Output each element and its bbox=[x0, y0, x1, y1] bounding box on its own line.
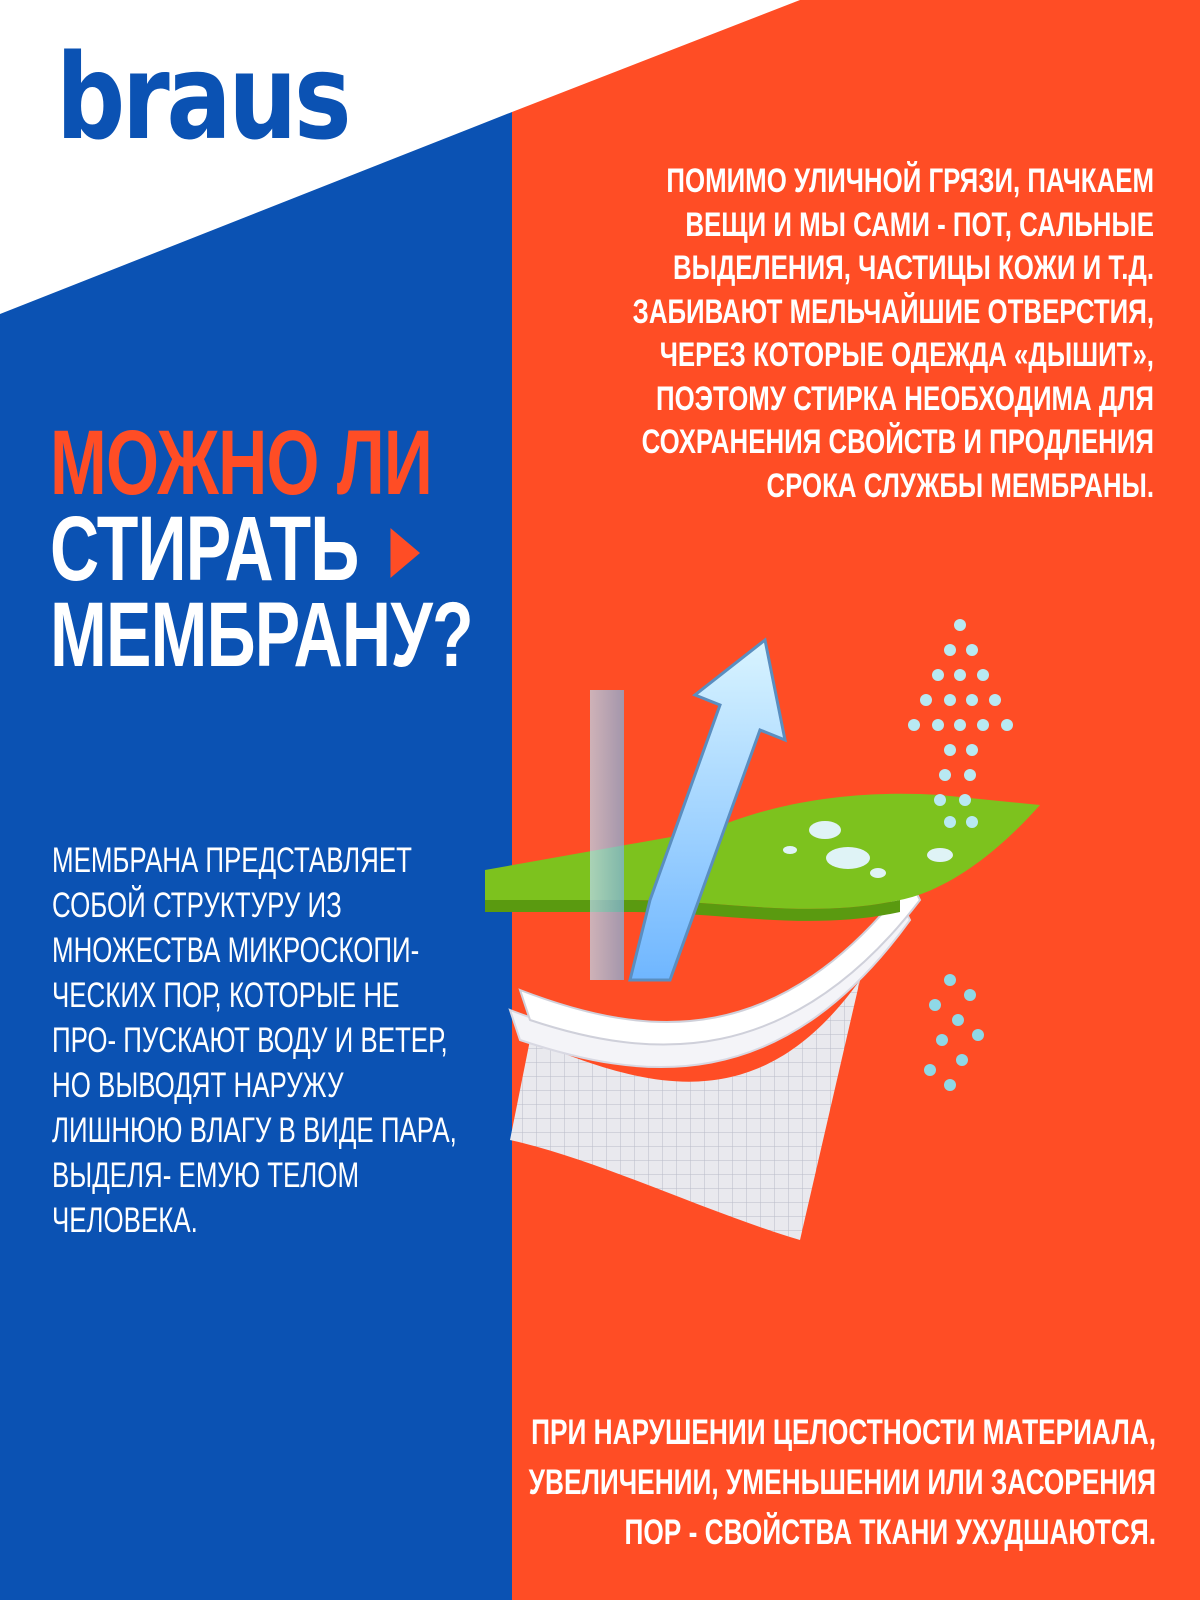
green-membrane-layer bbox=[485, 794, 1040, 909]
play-triangle-icon bbox=[390, 522, 424, 584]
fiber-layer bbox=[510, 900, 910, 1067]
headline-line-1: МОЖНО ЛИ bbox=[50, 412, 433, 514]
membrane-layers-illustration bbox=[480, 600, 1040, 1260]
headline-line-2-row bbox=[50, 498, 420, 600]
left-paragraph: МЕМБРАНА ПРЕДСТАВЛЯЕТ СОБОЙ СТРУКТУРУ ИЗ МНОЖЕСТВА МИКРОСКОПИ- ЧЕСКИХ ПОР, КОТОРЫЕ НЕ ПРО- ПУСКАЮТ ВОДУ И ВЕТЕР, НО ВЫВОДЯТ НАРУЖУ ЛИШНЮЮ ВЛАГУ В ВИДЕ ПАРА, ВЫДЕЛЯ- ЕМУЮ ТЕЛОМ ЧЕЛОВЕКА. bbox=[52, 841, 457, 1240]
brand-logo: braus bbox=[56, 28, 349, 166]
headline-line-3: МЕМБРАНУ? bbox=[50, 584, 473, 686]
top-paragraph: ПОМИМО УЛИЧНОЙ ГРЯЗИ, ПАЧКАЕМ ВЕЩИ И МЫ САМИ - ПОТ, САЛЬНЫЕ ВЫДЕЛЕНИЯ, ЧАСТИЦЫ КОЖИ И Т.Д. ЗАБИВАЮТ МЕЛЬЧАЙШИЕ ОТВЕРСТИЯ, ЧЕРЕЗ КОТОРЫЕ ОДЕЖДА «ДЫШИТ», ПОЭТОМУ СТИРКА НЕОБХОДИМА ДЛЯ СОХРАНЕНИЯ СВОЙСТВ И ПРОДЛЕНИЯ СРОКА СЛУЖБЫ МЕМБРАНЫ. bbox=[632, 162, 1154, 505]
moisture-arrow bbox=[630, 640, 785, 980]
wind-bar bbox=[590, 690, 624, 980]
headline bbox=[50, 412, 550, 686]
vapor-dots-bottom bbox=[924, 974, 984, 1091]
headline-line-2: СТИРАТЬ bbox=[50, 498, 359, 600]
bottom-paragraph: ПРИ НАРУШЕНИИ ЦЕЛОСТНОСТИ МАТЕРИАЛА, УВЕЛИЧЕНИИ, УМЕНЬШЕНИИ ИЛИ ЗАСОРЕНИЯ ПОР - СВОЙСТВА ТКАНИ УХУДШАЮТСЯ. bbox=[528, 1413, 1156, 1552]
